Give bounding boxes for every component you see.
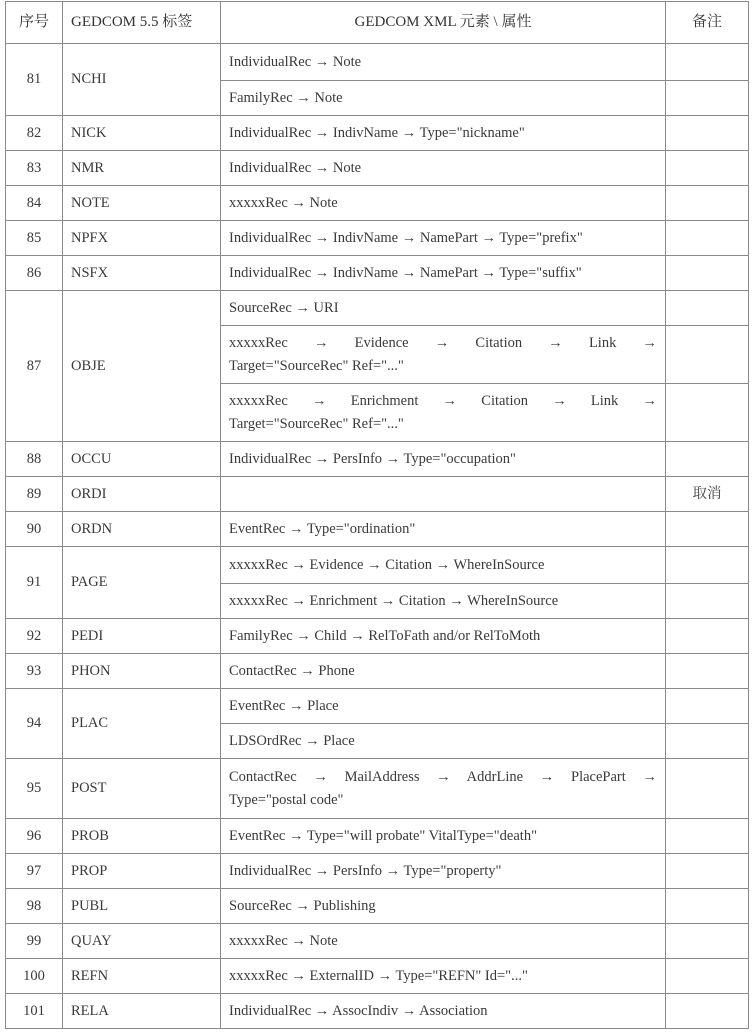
table-row: [6, 959, 749, 994]
row-number: 88: [6, 442, 63, 477]
remark: [666, 889, 749, 924]
remark: [666, 819, 749, 854]
remark: [666, 326, 749, 384]
gedcom-tag: REFN: [63, 959, 221, 994]
xml-mapping: EventRec → Place: [221, 689, 666, 724]
table-row: [6, 924, 749, 959]
remark: [666, 291, 749, 326]
xml-mapping: xxxxxRec → ExternalID → Type="REFN" Id="...": [221, 959, 666, 994]
remark: [666, 924, 749, 959]
xml-mapping: [221, 477, 666, 512]
row-number: 83: [6, 151, 63, 186]
table-row: [6, 151, 749, 186]
xml-mapping-line: xxxxxRec → Enrichment → Citation → Link →: [229, 392, 657, 409]
row-number: 86: [6, 256, 63, 291]
xml-mapping: IndividualRec → PersInfo → Type="occupation": [221, 442, 666, 477]
remark: [666, 689, 749, 724]
row-number: 90: [6, 512, 63, 547]
remark: [666, 442, 749, 477]
row-number: 91: [6, 547, 63, 619]
remark: [666, 81, 749, 116]
xml-mapping: SourceRec → Publishing: [221, 889, 666, 924]
remark: [666, 759, 749, 819]
gedcom-tag: RELA: [63, 994, 221, 1029]
xml-mapping-line: Target="SourceRec" Ref="...": [229, 357, 404, 374]
row-number: 92: [6, 619, 63, 654]
remark: [666, 221, 749, 256]
table-row: [6, 477, 749, 512]
xml-mapping: IndividualRec → IndivName → Type="nickname": [221, 116, 666, 151]
xml-mapping: [221, 759, 666, 819]
table-row: [6, 619, 749, 654]
gedcom-tag: OCCU: [63, 442, 221, 477]
xml-mapping: xxxxxRec → Note: [221, 186, 666, 221]
gedcom-tag: PLAC: [63, 689, 221, 759]
remark: [666, 584, 749, 619]
table-row: [6, 819, 749, 854]
remark: [666, 512, 749, 547]
gedcom-tag: ORDI: [63, 477, 221, 512]
gedcom-tag: PAGE: [63, 547, 221, 619]
xml-mapping: SourceRec → URI: [221, 291, 666, 326]
row-number: 81: [6, 44, 63, 116]
table-row: [6, 759, 749, 819]
xml-mapping: IndividualRec → IndivName → NamePart → Type="prefix": [221, 221, 666, 256]
xml-mapping: ContactRec → Phone: [221, 654, 666, 689]
row-number: 101: [6, 994, 63, 1029]
xml-mapping: [221, 326, 666, 384]
table-row: [6, 221, 749, 256]
table-row: [6, 654, 749, 689]
header-gedcom-tag: GEDCOM 5.5 标签: [63, 2, 221, 44]
row-number: 99: [6, 924, 63, 959]
table-row: [6, 442, 749, 477]
table-row: [6, 547, 749, 584]
remark: [666, 654, 749, 689]
gedcom-tag: QUAY: [63, 924, 221, 959]
gedcom-tag: POST: [63, 759, 221, 819]
xml-mapping: IndividualRec → AssocIndiv → Association: [221, 994, 666, 1029]
remark: [666, 959, 749, 994]
remark: [666, 547, 749, 584]
row-number: 93: [6, 654, 63, 689]
row-number: 96: [6, 819, 63, 854]
gedcom-tag: NPFX: [63, 221, 221, 256]
gedcom-tag: NICK: [63, 116, 221, 151]
header-no: 序号: [6, 2, 63, 44]
row-number: 84: [6, 186, 63, 221]
table-row: [6, 44, 749, 81]
table-row: [6, 689, 749, 724]
xml-mapping-line: xxxxxRec → Evidence → Citation → Link →: [229, 334, 657, 351]
table-row: [6, 889, 749, 924]
remark: [666, 44, 749, 81]
table-row: [6, 256, 749, 291]
gedcom-tag: PROP: [63, 854, 221, 889]
table-row: [6, 116, 749, 151]
remark-cancelled: 取消: [666, 477, 749, 512]
gedcom-mapping-table: [5, 1, 749, 1029]
xml-mapping: xxxxxRec → Enrichment → Citation → WhereInSource: [221, 584, 666, 619]
remark: [666, 994, 749, 1029]
row-number: 94: [6, 689, 63, 759]
remark: [666, 116, 749, 151]
gedcom-tag: PUBL: [63, 889, 221, 924]
xml-mapping: FamilyRec → Child → RelToFath and/or RelToMoth: [221, 619, 666, 654]
row-number: 87: [6, 291, 63, 442]
row-number: 82: [6, 116, 63, 151]
xml-mapping: EventRec → Type="ordination": [221, 512, 666, 547]
gedcom-tag: OBJE: [63, 291, 221, 442]
table-row: [6, 512, 749, 547]
xml-mapping: IndividualRec → Note: [221, 44, 666, 81]
remark: [666, 724, 749, 759]
remark: [666, 151, 749, 186]
remark: [666, 256, 749, 291]
gedcom-tag: PEDI: [63, 619, 221, 654]
gedcom-tag: PROB: [63, 819, 221, 854]
xml-mapping: IndividualRec → PersInfo → Type="property": [221, 854, 666, 889]
xml-mapping-line: Type="postal code": [229, 791, 344, 808]
gedcom-tag: NOTE: [63, 186, 221, 221]
remark: [666, 186, 749, 221]
row-number: 85: [6, 221, 63, 256]
xml-mapping: IndividualRec → IndivName → NamePart → Type="suffix": [221, 256, 666, 291]
xml-mapping-line: Target="SourceRec" Ref="...": [229, 415, 404, 432]
header-xml-element: GEDCOM XML 元素 \ 属性: [221, 2, 666, 44]
gedcom-tag: ORDN: [63, 512, 221, 547]
header-row: [6, 2, 749, 44]
xml-mapping: xxxxxRec → Note: [221, 924, 666, 959]
remark: [666, 619, 749, 654]
row-number: 89: [6, 477, 63, 512]
row-number: 97: [6, 854, 63, 889]
xml-mapping: xxxxxRec → Evidence → Citation → WhereInSource: [221, 547, 666, 584]
gedcom-tag: NMR: [63, 151, 221, 186]
row-number: 98: [6, 889, 63, 924]
xml-mapping: EventRec → Type="will probate" VitalType="death": [221, 819, 666, 854]
xml-mapping: LDSOrdRec → Place: [221, 724, 666, 759]
row-number: 95: [6, 759, 63, 819]
xml-mapping-line: ContactRec → MailAddress → AddrLine → PlacePart →: [229, 768, 657, 785]
xml-mapping: FamilyRec → Note: [221, 81, 666, 116]
remark: [666, 854, 749, 889]
remark: [666, 384, 749, 442]
header-remark: 备注: [666, 2, 749, 44]
gedcom-tag: NSFX: [63, 256, 221, 291]
gedcom-tag: NCHI: [63, 44, 221, 116]
table-row: [6, 854, 749, 889]
xml-mapping: [221, 384, 666, 442]
table-row: [6, 186, 749, 221]
table-row: [6, 994, 749, 1029]
gedcom-tag: PHON: [63, 654, 221, 689]
row-number: 100: [6, 959, 63, 994]
xml-mapping: IndividualRec → Note: [221, 151, 666, 186]
table-row: [6, 291, 749, 326]
